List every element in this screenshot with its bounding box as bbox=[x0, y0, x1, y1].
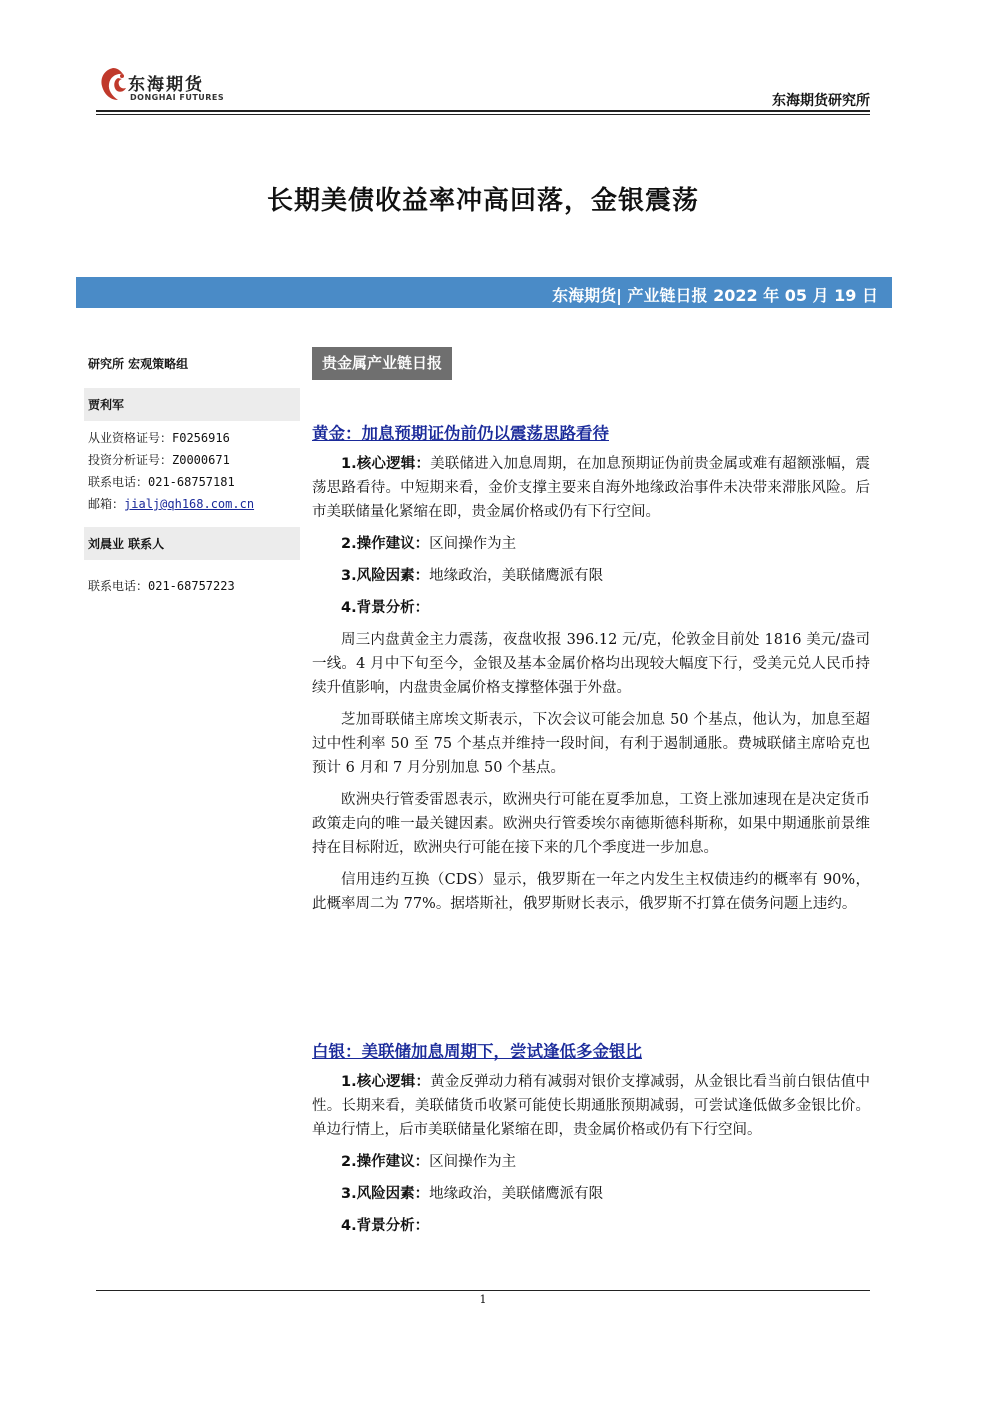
silver-core-logic bbox=[312, 1070, 870, 1142]
analyst-license: 投资分析证号：Z0000671 bbox=[88, 453, 230, 467]
logic-text: 美联储进入加息周期，在加息预期证伪前贵金属或难有超额涨幅，震荡思路看待。中短期来看，金价支撑主要来自海外地缘政治事件未决带来滞胀风险。后市美联储量化紧缩在即，贵金属价格或仍有下行空间。 bbox=[312, 456, 870, 520]
email-label: 邮箱： bbox=[88, 497, 125, 511]
operation-text: 区间操作为主 bbox=[429, 536, 517, 552]
risk-text: 地缘政治，美联储鹰派有限 bbox=[429, 1186, 604, 1202]
operation-text: 区间操作为主 bbox=[429, 1154, 517, 1170]
logic-text: 黄金反弹动力稍有减弱对银价支撑减弱，从金银比看当前白银估值中性。长期来看，美联储货币收紧可能使长期通胀预期减弱，可尝试逢低做多金银比价。单边行情上，后市美联储量化紧缩在即，贵金属价格或仍有下行空间。 bbox=[312, 1074, 870, 1138]
gold-background bbox=[312, 596, 870, 620]
report-banner bbox=[76, 277, 892, 308]
dragon-logo-icon bbox=[96, 64, 130, 106]
gold-heading: 黄金：加息预期证伪前仍以震荡思路看待 bbox=[312, 424, 609, 443]
gold-paragraph: 周三内盘黄金主力震荡，夜盘收报 396.12 元/克，伦敦金目前处 1816 美元/盎司一线。4 月中下旬至今，金银及基本金属价格均出现较大幅度下行，受美元兑人民币持续升值影响，内盘贵金属价格支撑整体强于外盘。 bbox=[312, 632, 870, 696]
operation-key: 2.操作建议： bbox=[341, 536, 430, 552]
analyst-email-link[interactable]: jialj@qh168.com.cn bbox=[124, 497, 255, 511]
page-number: 1 bbox=[479, 1293, 487, 1306]
risk-key: 3.风险因素： bbox=[341, 1186, 430, 1202]
logo-chinese-name: 东海期货 bbox=[128, 75, 204, 95]
analyst-qualification: 从业资格证号：F0256916 bbox=[88, 431, 230, 445]
section-label: 贵金属产业链日报 bbox=[312, 347, 452, 380]
logic-key: 1.核心逻辑： bbox=[341, 456, 431, 472]
logic-key: 1.核心逻辑： bbox=[341, 1074, 431, 1090]
operation-key: 2.操作建议： bbox=[341, 1154, 430, 1170]
risk-key: 3.风险因素： bbox=[341, 568, 430, 584]
analyst-phone: 联系电话：021-68757181 bbox=[88, 475, 235, 489]
silver-operation bbox=[312, 1150, 870, 1174]
logo-english-name: DONGHAI FUTURES bbox=[130, 93, 225, 102]
contact-name: 刘晨业 联系人 bbox=[84, 527, 300, 560]
silver-heading: 白银：美联储加息周期下，尝试逢低多金银比 bbox=[312, 1042, 642, 1061]
page-title: 长期美债收益率冲高回落，金银震荡 bbox=[266, 186, 699, 216]
header-institute: 东海期货研究所 bbox=[772, 93, 870, 109]
header-rule-thin bbox=[96, 114, 870, 115]
silver-background bbox=[312, 1214, 870, 1238]
author-sidebar bbox=[84, 348, 300, 597]
gold-operation bbox=[312, 532, 870, 556]
footer-rule bbox=[96, 1290, 870, 1291]
gold-core-logic bbox=[312, 452, 870, 524]
background-key: 4.背景分析： bbox=[341, 600, 430, 616]
background-key: 4.背景分析： bbox=[341, 1218, 430, 1234]
gold-paragraph: 信用违约互换（CDS）显示，俄罗斯在一年之内发生主权债违约的概率有 90%，此概率周二为 77%。据塔斯社，俄罗斯财长表示，俄罗斯不打算在债务问题上违约。 bbox=[312, 872, 870, 912]
banner-text: 东海期货| 产业链日报 2022 年 05 月 19 日 bbox=[552, 286, 878, 305]
gold-risk bbox=[312, 564, 870, 588]
contact-phone: 联系电话：021-68757223 bbox=[88, 579, 235, 593]
analyst-email-row bbox=[84, 493, 300, 515]
gold-section bbox=[312, 422, 870, 924]
gold-paragraph: 芝加哥联储主席埃文斯表示，下次会议可能会加息 50 个基点，他认为，加息至超过中性利率 50 至 75 个基点并维持一段时间，有利于遏制通胀。费城联储主席哈克也预计 6 月和 7 月分别加息 50 个基点。 bbox=[312, 712, 870, 776]
sidebar-department: 研究所 宏观策略组 bbox=[88, 357, 189, 371]
risk-text: 地缘政治，美联储鹰派有限 bbox=[429, 568, 604, 584]
silver-risk bbox=[312, 1182, 870, 1206]
header-rule bbox=[96, 110, 870, 112]
gold-paragraph: 欧洲央行管委雷恩表示，欧洲央行可能在夏季加息，工资上涨加速现在是决定货币政策走向的唯一最关键因素。欧洲央行管委埃尔南德斯德科斯称，如果中期通胀前景维持在目标附近，欧洲央行可能在接下来的几个季度进一步加息。 bbox=[312, 792, 870, 856]
analyst-name: 贾利军 bbox=[84, 388, 300, 421]
silver-section bbox=[312, 1040, 870, 1246]
